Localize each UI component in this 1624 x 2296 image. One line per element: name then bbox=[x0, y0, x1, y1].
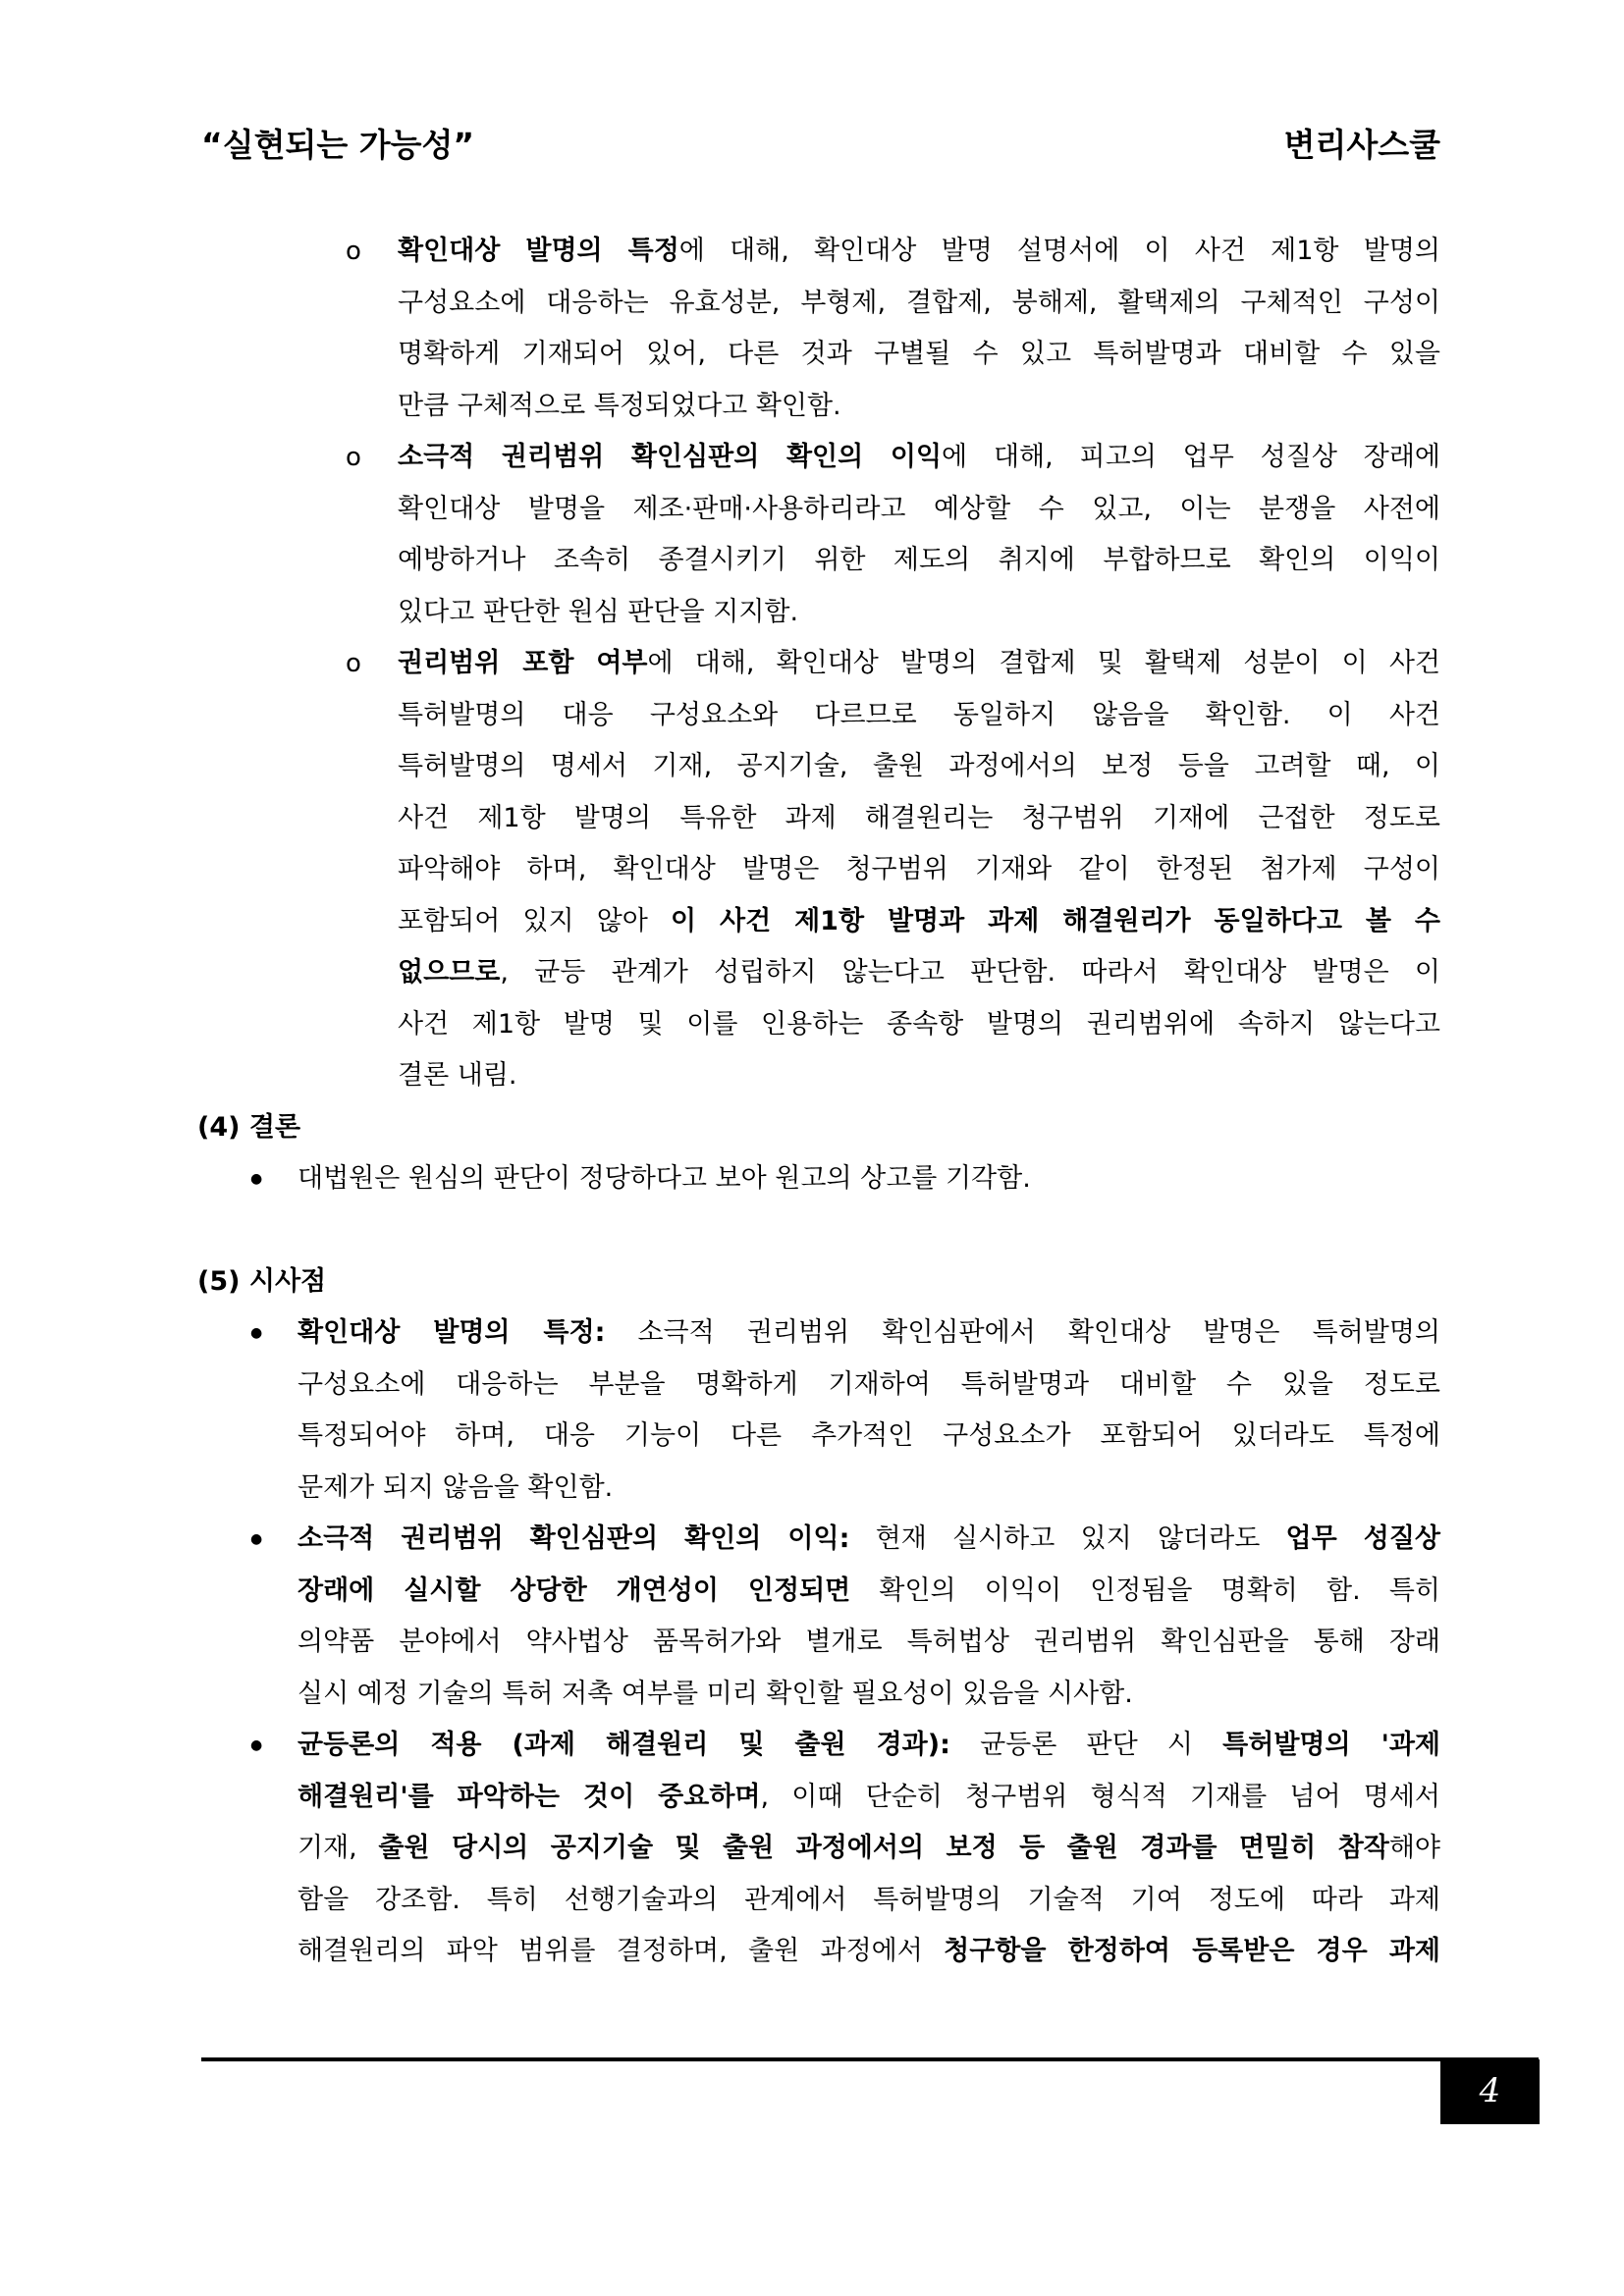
text-run: 함을 강조함. 특히 선행기술과의 관계에서 특허발명의 기술적 기여 정도에 따라 과제 bbox=[298, 1884, 1440, 1915]
sub-item-line bbox=[398, 798, 1440, 839]
page-header bbox=[201, 120, 1440, 169]
text-run: 파악해야 하며, 확인대상 발명은 청구범위 기재와 같이 한정된 첨가제 구성이 bbox=[398, 854, 1440, 884]
text-run: 사건 제1항 발명 및 이를 인용하는 종속항 발명의 권리범위에 속하지 않는다고 bbox=[398, 1008, 1440, 1040]
footer-rule bbox=[201, 2057, 1539, 2061]
bullet-marker-icon: ● bbox=[250, 1737, 263, 1753]
section-heading: (4) 결론 bbox=[197, 1111, 301, 1143]
text-run: 현재 실시하고 있지 않더라도 bbox=[849, 1523, 1286, 1554]
bold-text: 균등론의 적용 (과제 해결원리 및 출원 경과): bbox=[298, 1730, 950, 1760]
bold-text: 소극적 권리범위 확인심판의 확인의 이익: bbox=[298, 1523, 850, 1554]
sub-item-line bbox=[398, 901, 1440, 942]
sub-item-line bbox=[398, 540, 1440, 581]
text-run: 예방하거나 조속히 종결시키기 위한 제도의 취지에 부합하므로 확인의 이익이 bbox=[398, 545, 1440, 575]
sub-item-line bbox=[398, 1055, 1440, 1096]
sub-item-line bbox=[398, 592, 1440, 633]
text-run: 구성요소에 대응하는 유효성분, 부형제, 결합제, 붕해제, 활택제의 구체적인 구성이 bbox=[398, 287, 1440, 318]
sub-item-line bbox=[398, 334, 1440, 375]
header-title: “실현되는 가능성” bbox=[201, 126, 475, 164]
text-run: 기재, bbox=[298, 1833, 379, 1863]
bold-text: 확인대상 발명의 특정: bbox=[298, 1317, 606, 1348]
bullet-item-line bbox=[298, 1622, 1440, 1663]
text-run: 확인대상 발명을 제조·판매·사용하리라고 예상할 수 있고, 이는 분쟁을 사전에 bbox=[398, 493, 1440, 524]
bold-text: 청구항을 한정하여 등록받은 경우 과제 bbox=[944, 1936, 1440, 1966]
sub-item-line bbox=[398, 695, 1440, 736]
sub-item-line bbox=[398, 849, 1440, 890]
text-run: 있다고 판단한 원심 판단을 지지함. bbox=[398, 596, 799, 627]
text-run: 해결원리의 파악 범위를 결정하며, 출원 과정에서 bbox=[298, 1936, 945, 1966]
bold-text: 업무 성질상 bbox=[1285, 1523, 1440, 1554]
section-heading: (5) 시사점 bbox=[197, 1265, 327, 1297]
bold-text: 권리범위 포함 여부 bbox=[398, 648, 648, 678]
page-number: 4 bbox=[1479, 2071, 1501, 2110]
bullet-item-line bbox=[298, 1571, 1440, 1612]
bullet-item-line bbox=[298, 1931, 1440, 1972]
sub-item-line bbox=[398, 746, 1440, 787]
sub-item-line bbox=[398, 437, 1440, 478]
header-brand: 변리사스쿨 bbox=[1283, 126, 1440, 164]
text-run: 구성요소에 대응하는 부분을 명확하게 기재하여 특허발명과 대비할 수 있을 정도로 bbox=[298, 1368, 1440, 1400]
text-run: 특허발명의 대응 구성요소와 다르므로 동일하지 않음을 확인함. 이 사건 bbox=[398, 699, 1440, 730]
circle-marker-icon: o bbox=[346, 443, 361, 472]
bullet-item-line bbox=[298, 1415, 1440, 1457]
text-run: 특허발명의 명세서 기재, 공지기술, 출원 과정에서의 보정 등을 고려할 때, 이 bbox=[398, 751, 1440, 781]
bullet-item-line bbox=[298, 1674, 1440, 1715]
text-run: 포함되어 있지 않아 bbox=[398, 905, 671, 936]
bullet-item-line bbox=[298, 1880, 1440, 1921]
bold-text: 소극적 권리범위 확인심판의 확인의 이익 bbox=[398, 442, 943, 472]
bold-text: 특허발명의 '과제 bbox=[1222, 1730, 1440, 1760]
bold-text: 이 사건 제1항 발명과 과제 해결원리가 동일하다고 볼 수 bbox=[670, 905, 1440, 936]
bullet-item-line bbox=[298, 1828, 1440, 1869]
text-run: 에 대해, 확인대상 발명의 결합제 및 활택제 성분이 이 사건 bbox=[647, 648, 1440, 678]
bullet-item-line bbox=[298, 1312, 1440, 1354]
text-run: 결론 내림. bbox=[398, 1060, 517, 1091]
bullet-item-line bbox=[298, 1725, 1440, 1766]
bullet-item-line bbox=[298, 1519, 1440, 1560]
circle-marker-icon: o bbox=[346, 237, 361, 266]
bullet-marker-icon: ● bbox=[250, 1531, 263, 1547]
text-run: 의약품 분야에서 약사법상 품목허가와 별개로 특허법상 권리범위 확인심판을 통해 장래 bbox=[298, 1627, 1440, 1657]
text-run: , 이때 단순히 청구범위 형식적 기재를 넘어 명세서 bbox=[760, 1781, 1440, 1812]
text-run: 명확하게 기재되어 있어, 다른 것과 구별될 수 있고 특허발명과 대비할 수 있을 bbox=[398, 339, 1440, 369]
text-run: 실시 예정 기술의 특허 저촉 여부를 미리 확인할 필요성이 있음을 시사함. bbox=[298, 1678, 1133, 1709]
text-run: 대법원은 원심의 판단이 정당하다고 보아 원고의 상고를 기각함. bbox=[298, 1163, 1031, 1194]
bold-text: 확인대상 발명의 특정 bbox=[398, 236, 679, 266]
sub-item-line bbox=[398, 952, 1440, 993]
bold-text: 출원 당시의 공지기술 및 출원 과정에서의 보정 등 출원 경과를 면밀히 참작 bbox=[378, 1833, 1389, 1863]
text-run: 사건 제1항 발명의 특유한 과제 해결원리는 청구범위 기재에 근접한 정도로 bbox=[398, 802, 1440, 833]
text-run: 소극적 권리범위 확인심판에서 확인대상 발명은 특허발명의 bbox=[605, 1317, 1441, 1348]
text-run: 만큼 구체적으로 특정되었다고 확인함. bbox=[398, 390, 841, 421]
bullet-item-line bbox=[298, 1468, 1440, 1509]
text-run: 특정되어야 하며, 대응 기능이 다른 추가적인 구성요소가 포함되어 있더라도 특정에 bbox=[298, 1420, 1440, 1451]
bold-text: 장래에 실시할 상당한 개연성이 인정되면 bbox=[298, 1575, 851, 1606]
sub-item-line bbox=[398, 489, 1440, 530]
bullet-item-line bbox=[298, 1777, 1440, 1818]
sub-item-line bbox=[398, 283, 1440, 324]
bullet-item-line bbox=[298, 1158, 1440, 1200]
bullet-marker-icon: ● bbox=[250, 1171, 263, 1187]
text-run: 에 대해, 피고의 업무 성질상 장래에 bbox=[942, 442, 1440, 472]
sub-item-line bbox=[398, 643, 1440, 684]
sub-item-line bbox=[398, 386, 1440, 427]
text-run: 확인의 이익이 인정됨을 명확히 함. 특히 bbox=[850, 1575, 1441, 1606]
bold-text: 없으므로 bbox=[398, 957, 501, 988]
sub-item-line bbox=[398, 231, 1440, 272]
bold-text: 해결원리'를 파악하는 것이 중요하며 bbox=[298, 1781, 761, 1812]
text-run: 에 대해, 확인대상 발명 설명서에 이 사건 제1항 발명의 bbox=[678, 236, 1440, 266]
text-run: 문제가 되지 않음을 확인함. bbox=[298, 1471, 614, 1503]
bullet-item-line bbox=[298, 1364, 1440, 1406]
circle-marker-icon: o bbox=[346, 649, 361, 678]
text-run: , 균등 관계가 성립하지 않는다고 판단함. 따라서 확인대상 발명은 이 bbox=[500, 957, 1440, 988]
text-run: 균등론 판단 시 bbox=[949, 1730, 1223, 1760]
sub-item-line bbox=[398, 1004, 1440, 1045]
bullet-marker-icon: ● bbox=[250, 1325, 263, 1341]
text-run: 해야 bbox=[1388, 1833, 1440, 1863]
